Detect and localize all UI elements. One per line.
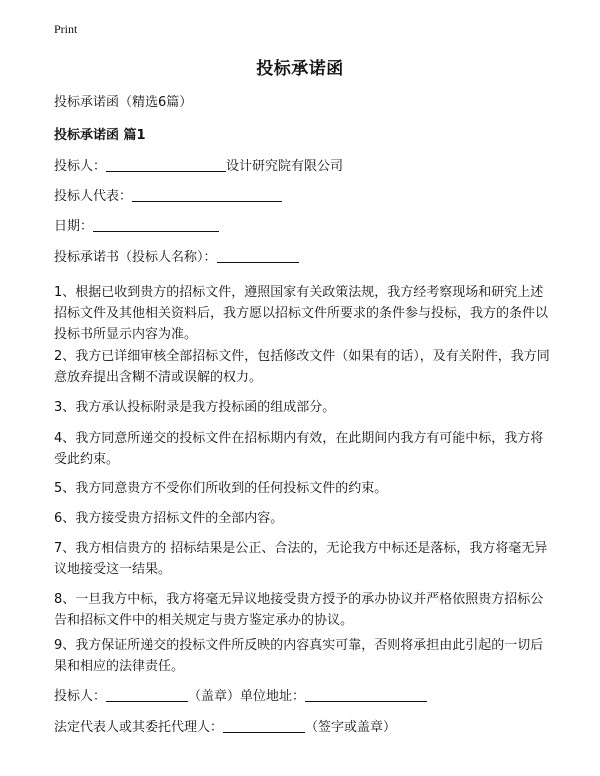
signature-bidder-row — [54, 686, 427, 707]
sign-note: （签字或盖章） — [305, 720, 397, 735]
letter-bidder-label: 投标承诺书（投标人名称）： — [54, 250, 217, 265]
representative-field — [54, 186, 282, 207]
clause-6: 6、我方接受贵方招标文件的全部内容。 — [54, 511, 284, 526]
seal-note: （盖章） — [188, 689, 241, 704]
clause-9: 9、我方保证所递交的投标文件所反映的内容真实可靠，否则将承担由此引起的一切后果和相应的法律责任。 — [54, 638, 544, 674]
letter-bidder-field — [54, 247, 299, 268]
clause-1: 1、根据已收到贵方的招标文件，遵照国家有关政策法规，我方经考察现场和研究上述招标文件及其他相关资料后，我方愿以招标文件所要求的条件参与投标，我方的条件以投标书所显示内容为准。 — [54, 285, 549, 342]
print-label: Print — [54, 22, 78, 36]
legal-representative-label: 法定代表人或其委托代理人： — [54, 720, 224, 735]
date-label: 日期： — [54, 219, 94, 234]
signature-bidder-blank — [106, 686, 188, 702]
clause-2: 2、我方已详细审核全部招标文件，包括修改文件（如果有的话），及有关附件，我方同意放弃提出含糊不清或误解的权力。 — [54, 349, 550, 385]
signature-bidder-label: 投标人： — [54, 689, 107, 704]
section-heading: 投标承诺函 篇1 — [54, 128, 146, 143]
legal-representative-blank — [223, 717, 305, 733]
legal-representative-row — [54, 717, 396, 738]
date-blank — [93, 216, 219, 232]
bidder-value: 设计研究院有限公司 — [226, 159, 344, 174]
document-title: 投标承诺函 — [256, 59, 344, 79]
clause-3: 3、我方承认投标附录是我方投标函的组成部分。 — [54, 400, 336, 415]
clause-5: 5、我方同意贵方不受你们所收到的任何投标文件的约束。 — [54, 481, 388, 496]
subtitle: 投标承诺函（精选6篇） — [54, 95, 193, 110]
address-blank — [305, 686, 427, 702]
representative-label: 投标人代表： — [54, 189, 133, 204]
representative-blank — [132, 186, 282, 202]
bidder-blank — [106, 156, 226, 172]
date-field — [54, 216, 219, 237]
address-label: 单位地址： — [240, 689, 306, 704]
clause-8: 8、一旦我方中标，我方将毫无异议地接受贵方授予的承办协议并严格依照贵方招标公告和招标文件中的相关规定与贵方鉴定承办的协议。 — [54, 592, 544, 628]
clause-7: 7、我方相信贵方的 招标结果是公正、合法的，无论我方中标还是落标，我方将毫无异议地接受这一结果。 — [54, 541, 548, 577]
bidder-field — [54, 156, 343, 177]
clause-4: 4、我方同意所递交的投标文件在招标期内有效，在此期间内我方有可能中标，我方将受此约束。 — [54, 431, 544, 467]
letter-bidder-blank — [217, 247, 299, 263]
bidder-label: 投标人： — [54, 159, 107, 174]
